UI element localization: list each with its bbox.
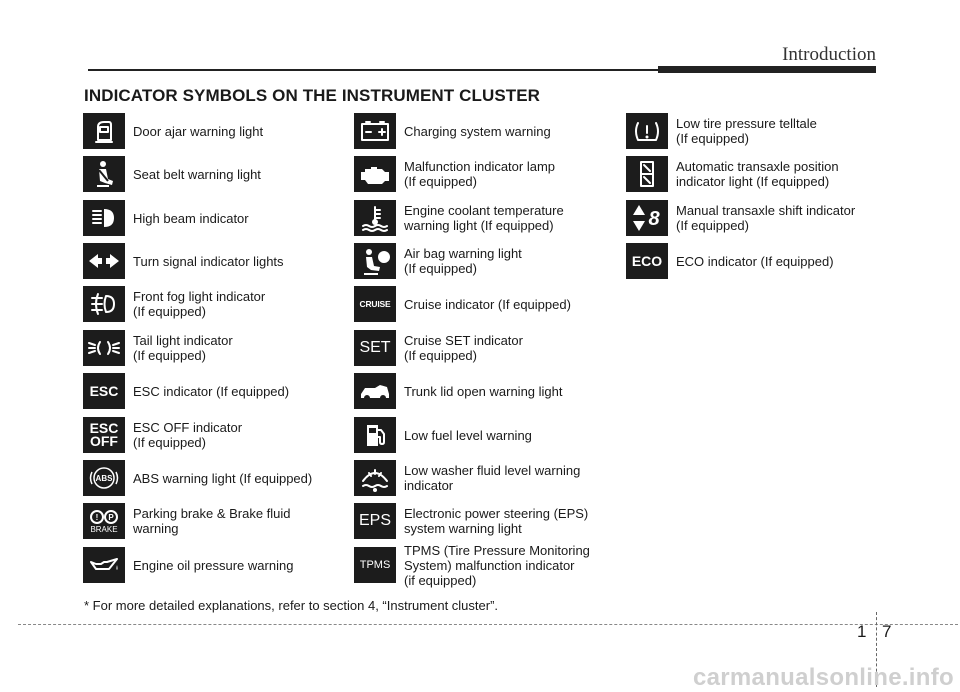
indicator-item	[354, 503, 619, 539]
esc-off-icon-text: ESC OFF	[89, 420, 119, 449]
battery-icon	[354, 113, 396, 149]
indicator-item	[83, 373, 348, 409]
cruise-icon	[354, 286, 396, 322]
tail-light-icon	[83, 330, 125, 366]
indicator-label: High beam indicator	[133, 210, 249, 226]
indicator-label: Low tire pressure telltale (If equipped)	[676, 116, 817, 146]
indicator-item	[83, 547, 348, 583]
section-title: Introduction	[782, 44, 876, 65]
indicator-label: Door ajar warning light	[133, 123, 264, 139]
transaxle-position-icon	[626, 156, 668, 192]
indicator-item	[83, 503, 348, 539]
esc-off-icon	[83, 417, 125, 453]
indicator-label: Turn signal indicator lights	[133, 253, 284, 269]
svg-text:!: !	[95, 512, 99, 522]
indicator-item	[354, 200, 619, 236]
high-beam-icon	[83, 200, 125, 236]
indicator-label: ABS warning light (If equipped)	[133, 470, 313, 486]
indicator-item	[354, 373, 619, 409]
indicator-label: Front fog light indicator (If equipped)	[133, 289, 266, 319]
indicator-item	[83, 113, 348, 149]
indicator-item	[83, 460, 348, 496]
watermark: carmanualsonline.info	[692, 664, 954, 691]
indicator-label: Malfunction indicator lamp (If equipped)	[404, 159, 556, 189]
trunk-open-icon	[354, 373, 396, 409]
washer-fluid-icon	[354, 460, 396, 496]
indicator-item	[354, 113, 619, 149]
indicator-item	[83, 286, 348, 322]
page-number: 7	[882, 622, 892, 641]
indicator-label: Seat belt warning light	[133, 166, 261, 182]
indicator-item	[354, 243, 619, 279]
esc-icon	[83, 373, 125, 409]
indicator-label: Low washer fluid level warning indicator	[404, 463, 581, 493]
brake-icon-text: BRAKE	[90, 524, 118, 534]
oil-pressure-icon	[83, 547, 125, 583]
cruise-icon-text: CRUISE	[359, 299, 391, 309]
cruise-set-icon-text: SET	[359, 339, 391, 356]
indicator-item	[354, 330, 619, 366]
esc-icon-text: ESC	[89, 383, 119, 399]
turn-signal-icon	[83, 243, 125, 279]
indicator-label: Manual transaxle shift indicator (If equipped)	[676, 203, 856, 233]
coolant-temperature-icon	[354, 200, 396, 236]
indicator-label: Charging system warning	[404, 123, 551, 139]
header-bar	[658, 66, 876, 73]
indicator-item	[354, 156, 619, 192]
indicator-item	[626, 156, 891, 192]
indicator-label: TPMS (Tire Pressure Monitoring System) malfunction indicator (if equipped)	[404, 542, 590, 588]
fuel-pump-icon	[354, 417, 396, 453]
tpms-icon-text: TPMS	[359, 559, 391, 571]
eps-icon-text: EPS	[358, 512, 391, 529]
abs-icon-text: ABS	[95, 474, 113, 483]
chapter-number: 1	[857, 622, 867, 641]
cruise-set-icon	[354, 330, 396, 366]
tpms-icon	[354, 547, 396, 583]
indicator-item	[626, 200, 891, 236]
indicator-item	[626, 113, 891, 149]
indicator-item	[83, 156, 348, 192]
abs-icon	[83, 460, 125, 496]
page-divider	[18, 624, 958, 625]
indicator-label: Trunk lid open warning light	[404, 383, 563, 399]
indicator-label: Tail light indicator (If equipped)	[133, 333, 233, 363]
indicator-label: Engine coolant temperature warning light (If equipped)	[404, 203, 564, 233]
indicator-item	[354, 417, 619, 453]
tire-pressure-icon	[626, 113, 668, 149]
svg-text:P: P	[108, 512, 114, 522]
eco-icon-text: ECO	[631, 253, 663, 269]
indicator-item	[83, 200, 348, 236]
air-bag-icon	[354, 243, 396, 279]
eps-icon	[354, 503, 396, 539]
indicator-label: ESC indicator (If equipped)	[133, 383, 290, 399]
indicator-item	[83, 243, 348, 279]
footnote: * For more detailed explanations, refer to section 4, “Instrument cluster”.	[84, 598, 499, 613]
engine-icon	[354, 156, 396, 192]
indicator-label: ECO indicator (If equipped)	[676, 253, 834, 269]
abs-circle-graphic	[87, 463, 121, 493]
header-rule	[88, 69, 658, 71]
parking-brake-icon	[83, 503, 125, 539]
indicator-item	[83, 417, 348, 453]
indicator-item	[354, 286, 619, 322]
indicator-item	[354, 460, 619, 496]
indicator-label: Cruise SET indicator (If equipped)	[404, 333, 523, 363]
page-heading: INDICATOR SYMBOLS ON THE INSTRUMENT CLUSTER	[84, 86, 541, 105]
indicator-label: ESC OFF indicator (If equipped)	[133, 420, 243, 450]
indicator-label: Electronic power steering (EPS) system warning light	[404, 506, 589, 536]
eco-icon	[626, 243, 668, 279]
indicator-item	[354, 542, 619, 588]
seat-belt-icon	[83, 156, 125, 192]
brake-circles-graphic	[87, 509, 121, 525]
svg-text:8: 8	[648, 208, 660, 230]
indicator-label: Parking brake & Brake fluid warning	[133, 506, 291, 536]
indicator-label: Cruise indicator (If equipped)	[404, 296, 571, 312]
indicator-item	[83, 330, 348, 366]
indicator-label: Automatic transaxle position indicator light (If equipped)	[676, 159, 839, 189]
door-ajar-icon	[83, 113, 125, 149]
indicator-label: Low fuel level warning	[404, 427, 532, 443]
indicator-label: Engine oil pressure warning	[133, 557, 294, 573]
front-fog-light-icon	[83, 286, 125, 322]
indicator-label: Air bag warning light (If equipped)	[404, 246, 522, 276]
shift-indicator-icon	[626, 200, 668, 236]
indicator-item	[626, 243, 891, 279]
